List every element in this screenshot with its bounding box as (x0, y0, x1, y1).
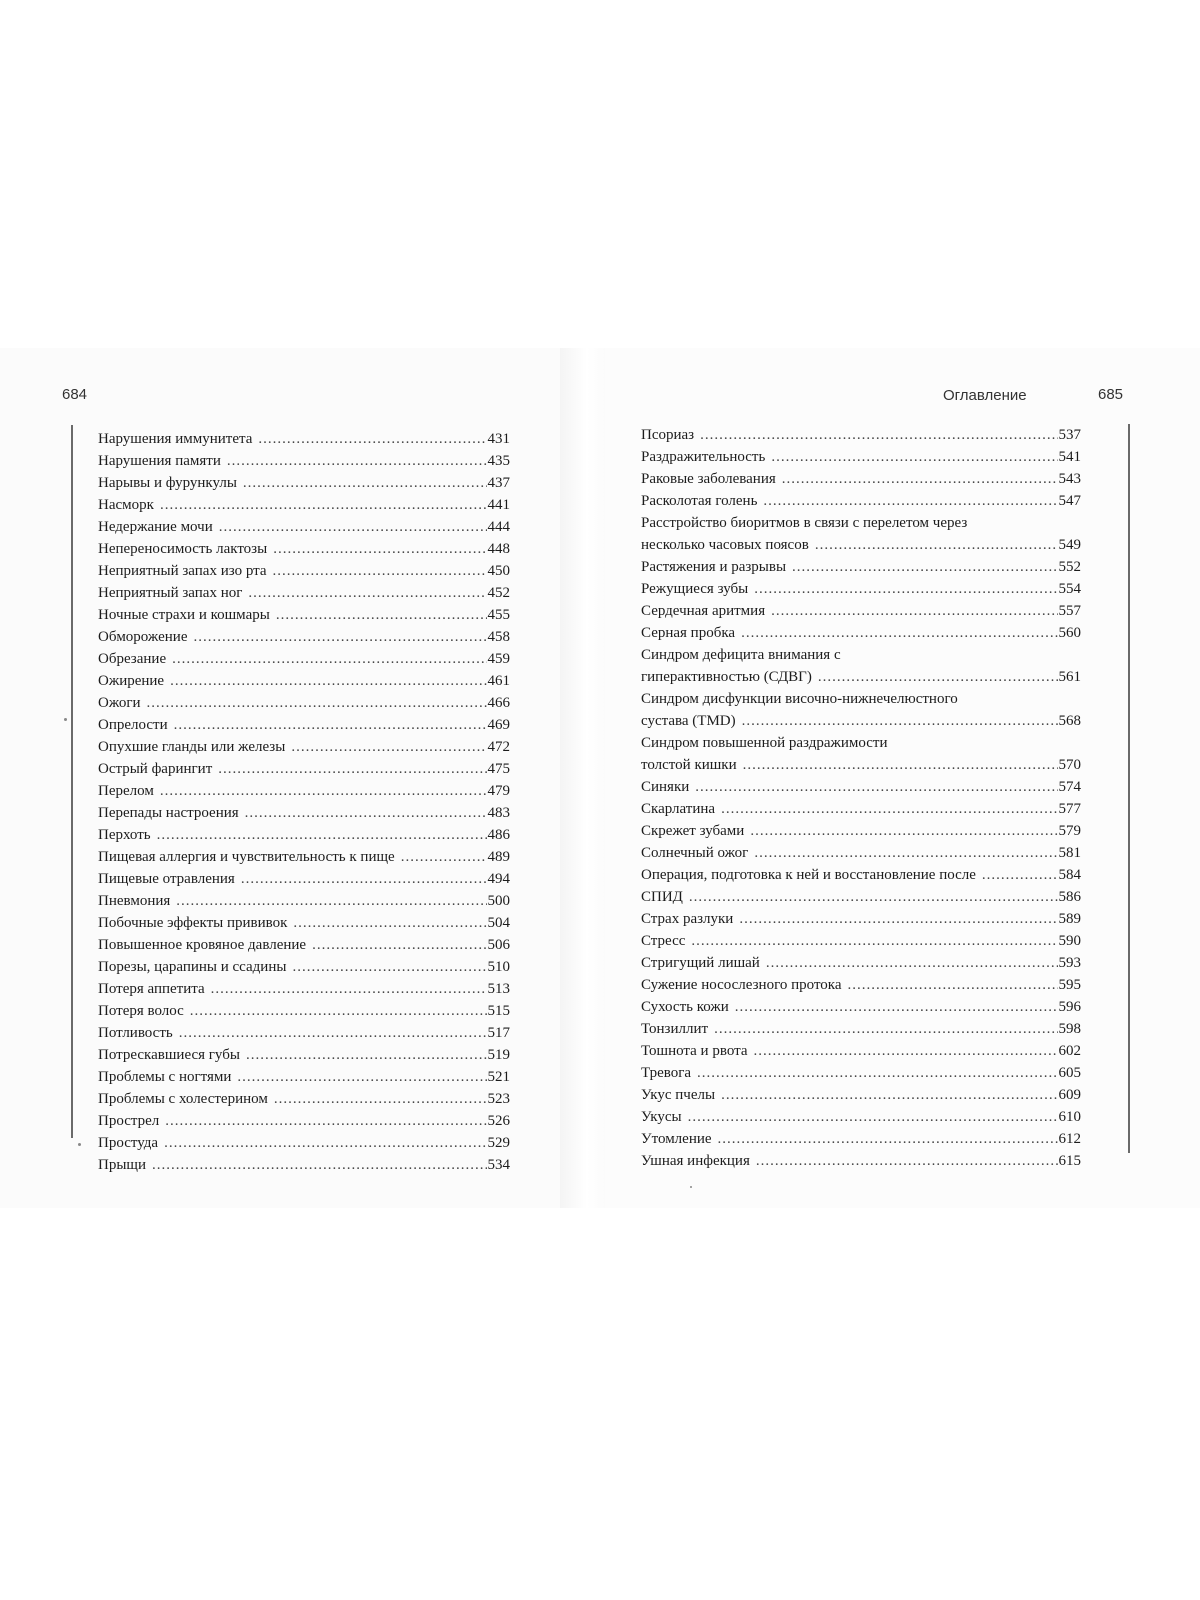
left-page (0, 348, 560, 1208)
dot-leader (274, 1088, 487, 1110)
toc-entry-title: Прыщи (98, 1157, 146, 1173)
dot-leader (248, 582, 486, 604)
toc-entry-title: Сухость кожи (641, 999, 729, 1015)
toc-entry (98, 516, 510, 538)
dot-leader (245, 802, 487, 824)
dot-leader (219, 516, 487, 538)
toc-entry (98, 890, 510, 912)
dot-leader (721, 1084, 1057, 1106)
toc-entry (98, 1022, 510, 1044)
toc-entry-page: 568 (1058, 713, 1081, 729)
dot-leader (258, 428, 486, 450)
dot-leader (241, 868, 487, 890)
toc-entry (641, 996, 1081, 1018)
toc-entry-page: 574 (1058, 779, 1081, 795)
dot-leader (754, 578, 1057, 600)
toc-entry-title: Побочные эффекты прививок (98, 915, 288, 931)
section-title: Оглавление (943, 387, 1027, 404)
toc-entry-title: Нарушения иммунитета (98, 431, 253, 447)
toc-entry (98, 626, 510, 648)
dot-leader (982, 864, 1058, 886)
toc-entry-page: 523 (487, 1091, 510, 1107)
dot-leader (176, 890, 486, 912)
toc-entry-title: Непереносимость лактозы (98, 541, 268, 557)
toc-entry-title: Скарлатина (641, 801, 716, 817)
toc-entry (641, 424, 1081, 446)
toc-entry (98, 736, 510, 758)
toc-entry-title: Обморожение (98, 629, 188, 645)
toc-entry-page: 560 (1058, 625, 1081, 641)
toc-entry-title: Тошнота и рвота (641, 1043, 748, 1059)
toc-entry (641, 578, 1081, 600)
toc-entry-title: Укус пчелы (641, 1087, 716, 1103)
toc-entry-page: 541 (1058, 449, 1081, 465)
toc-entry-page: 554 (1058, 581, 1081, 597)
dot-leader (174, 714, 487, 736)
toc-entry (98, 582, 510, 604)
toc-entry-page: 448 (487, 541, 510, 557)
toc-entry (641, 952, 1081, 974)
toc-entry-title: Потрескавшиеся губы (98, 1047, 240, 1063)
toc-entry-title: Ночные страхи и кошмары (98, 607, 270, 623)
toc-entry-title: Опухшие гланды или железы (98, 739, 286, 755)
toc-entry-page: 486 (487, 827, 510, 843)
toc-entry-title: Порезы, царапины и ссадины (98, 959, 287, 975)
toc-entry-title: Серная пробка (641, 625, 736, 641)
toc-entry-title: Сужение носослезного протока (641, 977, 842, 993)
toc-entry-title: Утомление (641, 1131, 712, 1147)
dot-leader (818, 666, 1058, 688)
dot-leader (160, 494, 487, 516)
toc-entry-title: Потеря аппетита (98, 981, 205, 997)
toc-entry-page: 584 (1058, 867, 1081, 883)
toc-entry (98, 494, 510, 516)
toc-entry (641, 468, 1081, 490)
toc-entry-title: Обрезание (98, 651, 167, 667)
toc-entry (641, 1150, 1081, 1172)
toc-entry-title: Синяки (641, 779, 690, 795)
dot-leader (782, 468, 1058, 490)
toc-entry (641, 974, 1081, 996)
dot-leader (697, 1062, 1057, 1084)
dot-leader (691, 930, 1057, 952)
toc-entry-title: Сердечная аритмия (641, 603, 766, 619)
toc-entry (641, 1018, 1081, 1040)
toc-entry (98, 846, 510, 868)
toc-entry-page: 609 (1058, 1087, 1081, 1103)
toc-entry (98, 1154, 510, 1176)
gutter (560, 348, 605, 1208)
toc-entry (98, 824, 510, 846)
dot-leader (771, 446, 1057, 468)
dot-leader (771, 600, 1057, 622)
dot-leader (756, 1150, 1058, 1172)
toc-entry-page: 552 (1058, 559, 1081, 575)
toc-entry (641, 556, 1081, 578)
toc-entry-title: Стригущий лишай (641, 955, 760, 971)
toc-entry (641, 820, 1081, 842)
toc-entry-page: 450 (487, 563, 510, 579)
toc-entry (98, 1066, 510, 1088)
dot-leader (291, 736, 486, 758)
right-toc-list (641, 424, 1081, 1172)
toc-entry (98, 978, 510, 1000)
dot-leader (848, 974, 1058, 996)
dot-leader (273, 560, 487, 582)
dot-leader (714, 1018, 1057, 1040)
toc-entry (98, 780, 510, 802)
dot-leader (179, 1022, 487, 1044)
toc-entry-first-line: Синдром дефицита внимания с (641, 647, 841, 663)
toc-entry (641, 446, 1081, 468)
toc-entry-title: Пищевая аллергия и чувствительность к пище (98, 849, 395, 865)
toc-entry-page: 579 (1058, 823, 1081, 839)
toc-entry-page: 581 (1058, 845, 1081, 861)
toc-entry (641, 864, 1081, 886)
dot-leader (743, 754, 1058, 776)
toc-entry-title: Ожирение (98, 673, 165, 689)
toc-entry-page: 513 (487, 981, 510, 997)
toc-entry (641, 754, 1081, 776)
dot-leader (276, 604, 487, 626)
toc-entry (641, 1040, 1081, 1062)
toc-entry (98, 758, 510, 780)
toc-entry (98, 912, 510, 934)
right-page-number: 685 (1098, 386, 1124, 403)
toc-entry (98, 670, 510, 692)
toc-entry-title: Тонзиллит (641, 1021, 709, 1037)
toc-entry-title: Солнечный ожог (641, 845, 749, 861)
toc-entry (641, 1106, 1081, 1128)
toc-entry-page: 431 (487, 431, 510, 447)
toc-entry-title: Укусы (641, 1109, 682, 1125)
toc-entry-title: Опрелости (98, 717, 168, 733)
toc-entry-page: 466 (487, 695, 510, 711)
toc-entry-title: Потливость (98, 1025, 173, 1041)
toc-entry (98, 1000, 510, 1022)
toc-entry-page: 435 (487, 453, 510, 469)
toc-entry-page: 500 (487, 893, 510, 909)
dot-leader (172, 648, 486, 670)
toc-entry (641, 600, 1081, 622)
toc-entry (98, 802, 510, 824)
toc-entry-title: Раздражительность (641, 449, 766, 465)
toc-entry-title: Острый фарингит (98, 761, 213, 777)
toc-entry (641, 908, 1081, 930)
dot-leader (292, 956, 486, 978)
left-toc-list (98, 428, 510, 1176)
dot-leader (401, 846, 487, 868)
dot-leader (763, 490, 1057, 512)
toc-entry-title: Проблемы с холестерином (98, 1091, 268, 1107)
book-spread (0, 348, 1200, 1208)
toc-entry-title: несколько часовых поясов (641, 537, 809, 553)
dot-leader (689, 886, 1058, 908)
toc-entry-title: Пневмония (98, 893, 171, 909)
toc-entry-title: Стресс (641, 933, 686, 949)
toc-entry-title: Ожоги (98, 695, 141, 711)
toc-entry-page: 519 (487, 1047, 510, 1063)
toc-entry-page: 515 (487, 1003, 510, 1019)
dot-leader (147, 692, 487, 714)
toc-entry-title: Потеря волос (98, 1003, 184, 1019)
toc-entry-title: сустава (TMD) (641, 713, 736, 729)
toc-entry (98, 1088, 510, 1110)
toc-entry-title: Растяжения и разрывы (641, 559, 787, 575)
dot-leader (750, 820, 1057, 842)
toc-entry-page: 517 (487, 1025, 510, 1041)
toc-entry-page: 547 (1058, 493, 1081, 509)
left-margin-rule (71, 425, 73, 1138)
toc-entry-page: 461 (487, 673, 510, 689)
toc-entry-page: 590 (1058, 933, 1081, 949)
toc-entry (641, 710, 1081, 732)
right-page (605, 348, 1200, 1208)
toc-entry-title: Страх разлуки (641, 911, 734, 927)
dot-leader (741, 622, 1057, 644)
toc-entry-page: 605 (1058, 1065, 1081, 1081)
toc-entry-page: 459 (487, 651, 510, 667)
dot-leader (735, 996, 1058, 1018)
paper-speck (64, 718, 67, 721)
toc-entry-page: 610 (1058, 1109, 1081, 1125)
dot-leader (700, 424, 1057, 446)
toc-entry-page: 504 (487, 915, 510, 931)
toc-entry-title: гиперактивностью (СДВГ) (641, 669, 812, 685)
dot-leader (160, 780, 487, 802)
toc-entry-page: 570 (1058, 757, 1081, 773)
toc-entry (98, 868, 510, 890)
toc-entry-page: 469 (487, 717, 510, 733)
dot-leader (273, 538, 486, 560)
toc-entry (641, 798, 1081, 820)
toc-entry (641, 666, 1081, 688)
dot-leader (754, 842, 1057, 864)
dot-leader (193, 626, 486, 648)
toc-entry-page: 596 (1058, 999, 1081, 1015)
toc-entry-title: Пищевые отравления (98, 871, 235, 887)
toc-entry-first-line: Синдром дисфункции височно-нижнечелюстного (641, 691, 958, 707)
toc-entry-title: СПИД (641, 889, 683, 905)
toc-entry (98, 472, 510, 494)
toc-entry-page: 557 (1058, 603, 1081, 619)
dot-leader (718, 1128, 1058, 1150)
toc-entry (641, 622, 1081, 644)
right-margin-rule (1128, 424, 1130, 1153)
dot-leader (742, 710, 1058, 732)
toc-entry-title: толстой кишки (641, 757, 737, 773)
toc-entry-title: Перепады настроения (98, 805, 239, 821)
toc-entry-page: 506 (487, 937, 510, 953)
toc-entry-title: Расколотая голень (641, 493, 758, 509)
toc-entry-page: 586 (1058, 889, 1081, 905)
dot-leader (243, 472, 487, 494)
toc-entry (98, 560, 510, 582)
toc-entry (641, 930, 1081, 952)
toc-entry (98, 692, 510, 714)
toc-entry-page: 543 (1058, 471, 1081, 487)
toc-entry (641, 842, 1081, 864)
dot-leader (246, 1044, 487, 1066)
toc-entry-page: 437 (487, 475, 510, 491)
dot-leader (721, 798, 1057, 820)
toc-entry-page: 494 (487, 871, 510, 887)
toc-entry-page: 441 (487, 497, 510, 513)
toc-entry-page: 475 (487, 761, 510, 777)
toc-entry-page: 561 (1058, 669, 1081, 685)
toc-entry-title: Простуда (98, 1135, 159, 1151)
toc-entry-first-line: Синдром повышенной раздражимости (641, 735, 888, 751)
dot-leader (218, 758, 486, 780)
toc-entry-page: 598 (1058, 1021, 1081, 1037)
toc-entry (641, 490, 1081, 512)
toc-entry-page: 529 (487, 1135, 510, 1151)
toc-entry (98, 450, 510, 472)
toc-entry-page: 483 (487, 805, 510, 821)
dot-leader (227, 450, 487, 472)
toc-entry-title: Тревога (641, 1065, 692, 1081)
dot-leader (312, 934, 486, 956)
toc-entry (641, 1062, 1081, 1084)
toc-entry (641, 534, 1081, 556)
dot-leader (815, 534, 1058, 556)
toc-entry (98, 538, 510, 560)
toc-entry-page: 615 (1058, 1153, 1081, 1169)
toc-entry-title: Нарушения памяти (98, 453, 221, 469)
dot-leader (190, 1000, 487, 1022)
toc-entry (98, 1044, 510, 1066)
left-page-number: 684 (62, 386, 88, 403)
toc-entry-page: 452 (487, 585, 510, 601)
toc-entry-page: 577 (1058, 801, 1081, 817)
toc-entry-title: Прострел (98, 1113, 160, 1129)
toc-entry (641, 776, 1081, 798)
toc-entry-title: Режущиеся зубы (641, 581, 749, 597)
toc-entry-page: 612 (1058, 1131, 1081, 1147)
toc-entry-page: 458 (487, 629, 510, 645)
dot-leader (754, 1040, 1058, 1062)
toc-entry (641, 1128, 1081, 1150)
dot-leader (237, 1066, 486, 1088)
dot-leader (766, 952, 1058, 974)
toc-entry-title: Нарывы и фурункулы (98, 475, 237, 491)
toc-entry-title: Скрежет зубами (641, 823, 745, 839)
toc-entry (98, 934, 510, 956)
toc-entry-page: 537 (1058, 427, 1081, 443)
dot-leader (293, 912, 486, 934)
toc-entry-page: 595 (1058, 977, 1081, 993)
toc-entry (98, 648, 510, 670)
toc-entry-title: Повышенное кровяное давление (98, 937, 307, 953)
toc-entry-page: 479 (487, 783, 510, 799)
toc-entry (98, 604, 510, 626)
toc-entry-first-line: Расстройство биоритмов в связи с перелетом через (641, 515, 968, 531)
toc-entry-title: Операция, подготовка к ней и восстановление после (641, 867, 976, 883)
toc-entry-title: Неприятный запах изо рта (98, 563, 267, 579)
toc-entry-page: 534 (487, 1157, 510, 1173)
dot-leader (170, 670, 486, 692)
toc-entry (98, 1132, 510, 1154)
toc-entry-page: 455 (487, 607, 510, 623)
toc-entry-title: Неприятный запах ног (98, 585, 243, 601)
dot-leader (164, 1132, 486, 1154)
toc-entry-page: 589 (1058, 911, 1081, 927)
paper-speck (78, 1143, 81, 1146)
dot-leader (695, 776, 1057, 798)
toc-entry-page: 593 (1058, 955, 1081, 971)
toc-entry (98, 428, 510, 450)
toc-entry-title: Насморк (98, 497, 154, 513)
toc-entry (98, 956, 510, 978)
toc-entry-title: Проблемы с ногтями (98, 1069, 232, 1085)
toc-entry (641, 886, 1081, 908)
toc-entry-title: Раковые заболевания (641, 471, 776, 487)
dot-leader (165, 1110, 486, 1132)
dot-leader (211, 978, 487, 1000)
dot-leader (792, 556, 1057, 578)
toc-entry-page: 526 (487, 1113, 510, 1129)
paper-speck (690, 1186, 692, 1188)
toc-entry-page: 472 (487, 739, 510, 755)
toc-entry-page: 602 (1058, 1043, 1081, 1059)
toc-entry (98, 1110, 510, 1132)
toc-entry-page: 549 (1058, 537, 1081, 553)
toc-entry-title: Перхоть (98, 827, 151, 843)
toc-entry-title: Псориаз (641, 427, 695, 443)
toc-entry-title: Ушная инфекция (641, 1153, 750, 1169)
toc-entry-page: 489 (487, 849, 510, 865)
dot-leader (688, 1106, 1058, 1128)
dot-leader (739, 908, 1057, 930)
toc-entry-title: Перелом (98, 783, 154, 799)
dot-leader (157, 824, 487, 846)
toc-entry-title: Недержание мочи (98, 519, 213, 535)
toc-entry-page: 510 (487, 959, 510, 975)
toc-entry-page: 521 (487, 1069, 510, 1085)
dot-leader (152, 1154, 487, 1176)
toc-entry-page: 444 (487, 519, 510, 535)
toc-entry (98, 714, 510, 736)
toc-entry (641, 1084, 1081, 1106)
